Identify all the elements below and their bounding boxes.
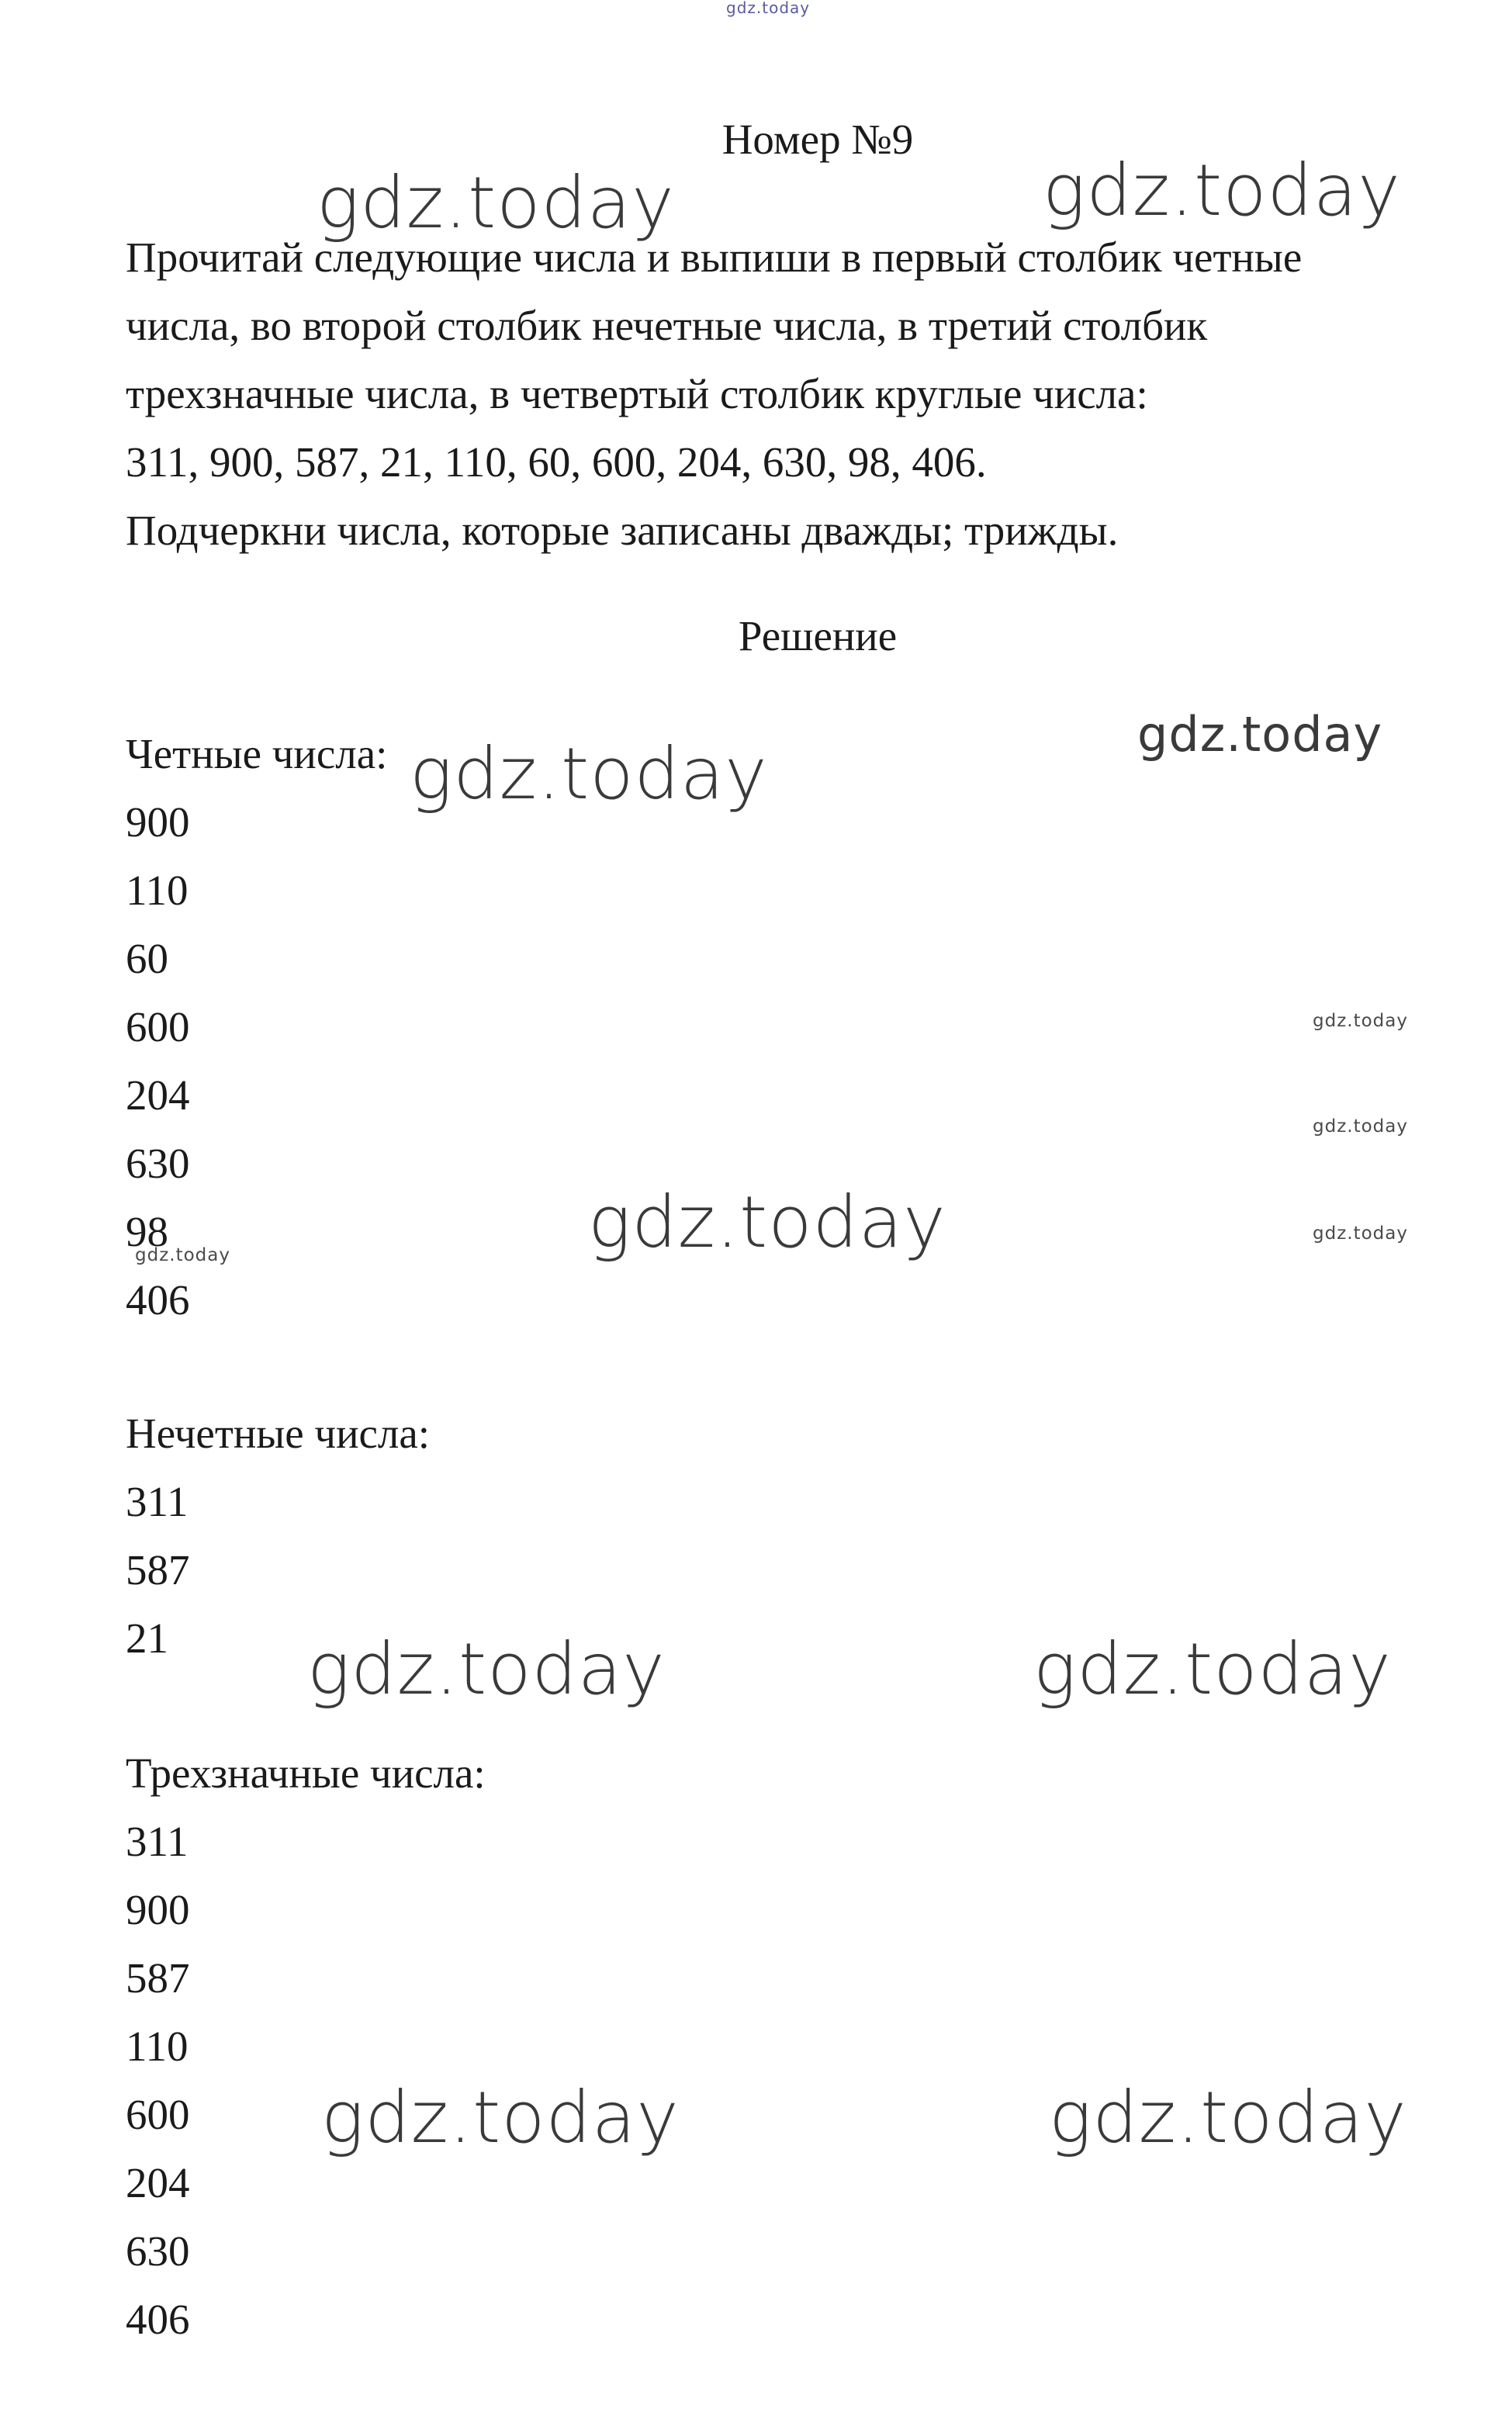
list-item: 311 xyxy=(126,1478,189,1525)
watermark: gdz.today xyxy=(307,1628,666,1711)
task-line: Подчеркни числа, которые записаны дважды; трижды. xyxy=(126,507,1119,554)
list-item: 630 xyxy=(126,2227,190,2275)
section-heading: Четные числа: xyxy=(126,730,388,777)
list-item: 110 xyxy=(126,2023,189,2070)
watermark: gdz.today xyxy=(1137,706,1383,763)
list-item: 406 xyxy=(126,2296,190,2343)
task-text xyxy=(126,223,1445,565)
task-line: числа, во второй столбик нечетные числа, в третий столбик xyxy=(126,302,1208,349)
solution-heading: Решение xyxy=(738,612,898,659)
watermark: gdz.today xyxy=(1043,149,1401,232)
list-item: 110 xyxy=(126,867,189,914)
section-heading: Трехзначные числа: xyxy=(126,1749,486,1797)
watermark: gdz.today xyxy=(321,2076,680,2159)
task-line: Прочитай следующие числа и выпиши в первый столбик четные xyxy=(126,234,1303,281)
list-item: 204 xyxy=(126,1071,190,1119)
watermark: gdz.today xyxy=(135,1245,230,1265)
list-item: 600 xyxy=(126,1003,190,1050)
watermark: gdz.today xyxy=(1033,1628,1392,1711)
list-item: 900 xyxy=(126,1886,190,1933)
list-item: 630 xyxy=(126,1140,190,1187)
watermark: gdz.today xyxy=(1313,1223,1408,1244)
list-item: 900 xyxy=(126,798,190,846)
page-title: Номер №9 xyxy=(721,116,914,163)
list-item: 600 xyxy=(126,2091,190,2138)
watermark: gdz.today xyxy=(1049,2076,1407,2159)
three-digit-numbers-section xyxy=(126,1739,486,2354)
list-item: 98 xyxy=(126,1208,168,1255)
task-line: 311, 900, 587, 21, 110, 60, 600, 204, 630, 98, 406. xyxy=(126,438,987,486)
watermark: gdz.today xyxy=(410,732,768,815)
list-item: 406 xyxy=(126,1276,190,1324)
list-item: 21 xyxy=(126,1614,168,1662)
watermark-top: gdz.today xyxy=(726,0,811,17)
watermark: gdz.today xyxy=(1313,1116,1408,1137)
task-line: трехзначные числа, в четвертый столбик круглые числа: xyxy=(126,370,1148,417)
even-numbers-section xyxy=(126,720,387,1334)
watermark: gdz.today xyxy=(588,1181,946,1264)
list-item: 587 xyxy=(126,1546,190,1594)
list-item: 587 xyxy=(126,1954,190,2002)
watermark: gdz.today xyxy=(317,161,675,244)
section-heading: Нечетные числа: xyxy=(126,1410,431,1457)
list-item: 60 xyxy=(126,935,168,982)
list-item: 204 xyxy=(126,2159,190,2206)
watermark: gdz.today xyxy=(1313,1011,1408,1031)
list-item: 311 xyxy=(126,1818,189,1865)
